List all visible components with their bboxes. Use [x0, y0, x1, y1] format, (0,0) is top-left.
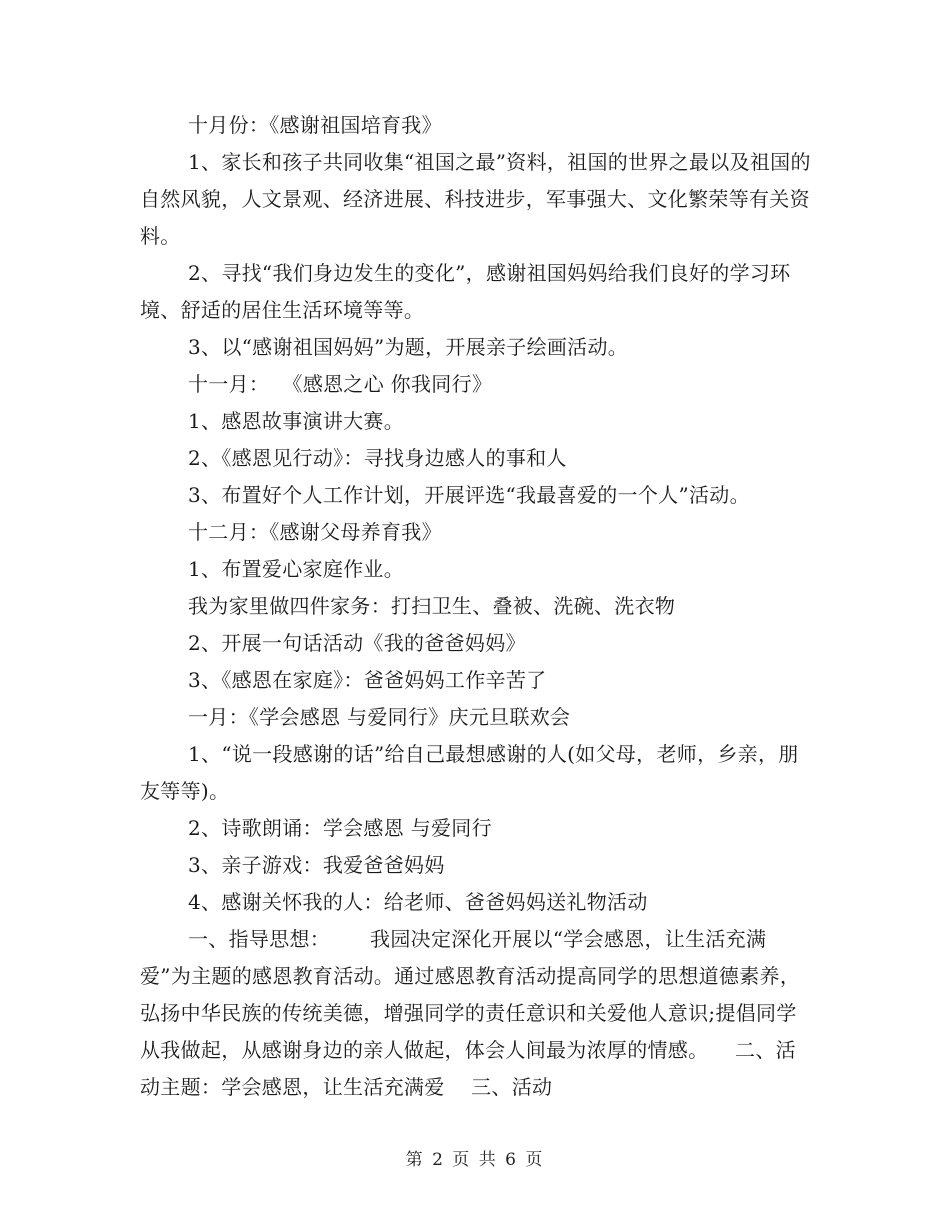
paragraph-january-item-2: 2、诗歌朗诵：学会感恩 与爱同行 — [188, 816, 492, 840]
paragraph-december-item-1: 1、布置爱心家庭作业。 — [188, 557, 405, 581]
paragraph-october-item-2: 2、寻找“我们身边发生的变化”，感谢祖国妈妈给我们良好的学习环境、舒适的居住生活环境等等。 — [140, 261, 791, 322]
paragraph-november-item-2: 2、《感恩见行动》：寻找身边感人的事和人 — [188, 446, 567, 470]
paragraph-october-item-1: 1、家长和孩子共同收集“祖国之最”资料，祖国的世界之最以及祖国的自然风貌，人文景观、经济进展、科技进步，军事强大、文化繁荣等有关资料。 — [140, 150, 811, 248]
paragraph-january-item-4: 4、感谢关怀我的人：给老师、爸爸妈妈送礼物活动 — [188, 890, 648, 914]
paragraph-november-item-3: 3、布置好个人工作计划，开展评选“我最喜爱的一个人”活动。 — [188, 483, 750, 507]
document-body — [140, 107, 815, 1106]
paragraph-december-heading: 十二月：《感谢父母养育我》 — [188, 520, 442, 544]
paragraph-december-item-2: 2、开展一句话活动《我的爸爸妈妈》 — [188, 631, 526, 655]
paragraph-november-item-1: 1、感恩故事演讲大赛。 — [188, 409, 405, 433]
paragraph-november-heading: 十一月： 《感恩之心 你我同行》 — [188, 372, 493, 396]
paragraph-december-item-3: 3、《感恩在家庭》：爸爸妈妈工作辛苦了 — [188, 668, 547, 692]
paragraph-january-heading: 一月：《学会感恩 与爱同行》庆元旦联欢会 — [188, 705, 571, 729]
paragraph-october-heading: 十月份：《感谢祖国培育我》 — [188, 113, 442, 137]
paragraph-october-item-3: 3、以“感谢祖国妈妈”为题，开展亲子绘画活动。 — [188, 335, 629, 359]
paragraph-january-item-3: 3、亲子游戏：我爱爸爸妈妈 — [188, 853, 445, 877]
page-footer: 第 2 页 共 6 页 — [405, 1150, 545, 1170]
paragraph-december-chores: 我为家里做四件家务：打扫卫生、叠被、洗碗、洗衣物 — [188, 594, 676, 618]
paragraph-guiding-ideology: 一、指导思想： 我园决定深化开展以“学会感恩，让生活充满爱”为主题的感恩教育活动。通过感恩教育活动提高同学的思想道德素养，弘扬中华民族的传统美德，增强同学的责任意识和关爱他人意识;提倡同学从我做起，从感谢身边的亲人做起，体会人间最为浓厚的情感。 二、活动主题：学会感恩，让生活充满爱 三、活动 — [140, 927, 801, 1099]
paragraph-january-item-1: 1、“说一段感谢的话”给自己最想感谢的人(如父母，老师，乡亲，朋友等等)。 — [140, 742, 799, 803]
